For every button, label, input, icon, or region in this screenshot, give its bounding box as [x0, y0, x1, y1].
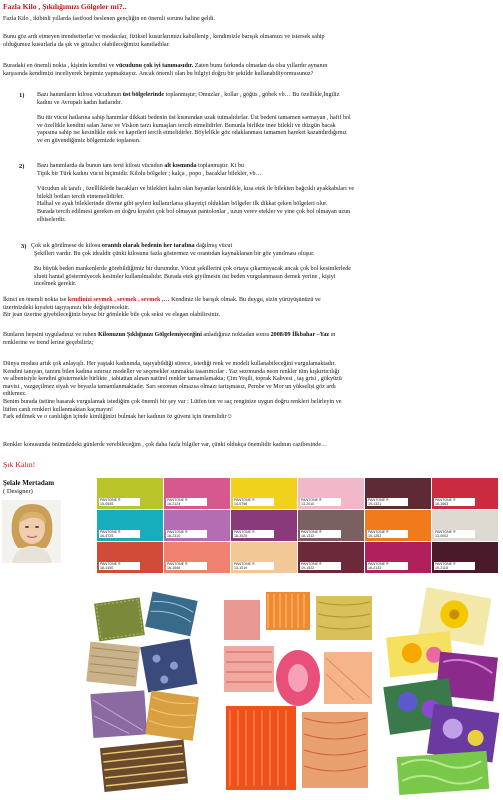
pantone-swatch: [432, 510, 498, 541]
fabric-collage-photo: [82, 586, 206, 796]
author-name: Şelale Mertadam: [3, 479, 55, 487]
item-1-number: 1): [19, 92, 25, 99]
item-2: [37, 163, 354, 224]
item-2-number: 2): [19, 163, 25, 170]
section-self-love: [3, 297, 321, 320]
i1a-bold: üst bölgelerinde: [122, 92, 165, 98]
flowers-collage-photo: [382, 584, 500, 796]
pantone-code: 16-2310: [167, 534, 181, 538]
yarn-collage-photo: [216, 582, 376, 796]
item-2-line2: Tipik bir Türk kadını vücut biçimidir. Kilolu bölgeler ; kalça , popo , bacaklar bilekler, vb…: [37, 170, 262, 177]
pantone-swatch: [298, 478, 364, 509]
s1a-pre: İkinci en önemli nokta ise: [3, 297, 68, 303]
self-love-line2: üzerinizdeki kıyafeti taşıyışınızı bile değiştirecektir.: [3, 304, 130, 311]
pantone-label: [233, 562, 274, 570]
self-love-line3: Bir jean üzerine giyebileceğiniz beyaz bir gömlekle bile çok seksi ve elegan olabilirsiniz.: [3, 312, 221, 319]
pantone-brand: PANTONE ®: [368, 562, 389, 566]
pantone-brand: PANTONE ®: [301, 530, 322, 534]
pantone-code: 13-2010: [301, 502, 315, 506]
item-2-line1: [37, 163, 354, 171]
pantone-code: 19-2118: [435, 566, 448, 570]
article-title: Fazla Kilo , Şıkılığımızı Gölgeler mi?..: [3, 2, 127, 11]
pantone-brand: PANTONE ®: [435, 562, 456, 566]
pantone-label: [434, 498, 475, 506]
world-fashion-line1: Dünya modası artık çok anlayışlı. Her yaştaki kadınında, taşıyabildiği sürece, istediği renk ve modeli kullanabileceğini vurgulamaktadır.: [3, 361, 336, 367]
pantone-code: 16-4725: [100, 534, 114, 538]
pantone-code: 19-1321: [368, 502, 382, 506]
pantone-label: [233, 530, 274, 538]
s2a-bold1: Kilonuzun Şıklığınızı Gölgelemiyeceğini: [97, 332, 202, 338]
sign-off: Şık Kalın!: [3, 460, 36, 469]
spacer: [37, 178, 354, 186]
pantone-swatch: [298, 542, 364, 573]
world-fashion-line8: Fark edilmek ve o canlılığın içinde kimliğinizi bulmak her kadının öz güveni için önemlidir☺: [3, 414, 233, 421]
pantone-brand: PANTONE ®: [368, 498, 389, 502]
world-fashion-line4: mavisi , vazgeçilmez siyah ve beyazla tamamlanmaktadır. Sarı sezonun olmazsa olmazı tartışmasız, Pembe ve Mor un yükseliși göz ardı: [3, 383, 336, 390]
pantone-swatch: [97, 542, 163, 573]
pantone-swatch: [97, 510, 163, 541]
pantone-brand: PANTONE ®: [234, 498, 255, 502]
i2a-post: toplanmıştır. Ki bu: [196, 163, 245, 169]
i2a-pre: Bazı hanımlarda da bunun tam tersi kilosu vücudun: [37, 163, 165, 169]
pantone-brand: PANTONE ®: [100, 498, 121, 502]
item-3-line1: [31, 243, 351, 251]
i3a-post: dağılmış vücut: [194, 243, 233, 249]
pantone-code: 15-0545: [100, 502, 114, 506]
i3a-pre: Çok sık görülmese de kilosu: [31, 243, 102, 249]
section-season-intro: [3, 332, 335, 347]
pantone-brand: PANTONE ®: [167, 562, 188, 566]
item-3-line4: sİueti hantal göstermiyecek kesimler kullanılmalıdır. Burada etek giyilmesin üst beden vurgulanmasın demek yerine , kişiyi: [34, 273, 336, 280]
pantone-swatch: [231, 542, 297, 573]
pantone-label: [367, 498, 408, 506]
pantone-label: [99, 498, 140, 506]
pantone-code: 13-0002: [435, 534, 449, 538]
pantone-code: 18-2143: [368, 566, 382, 570]
pantone-swatch: [365, 510, 431, 541]
season-intro-line2: renklerine ve trend lerine geçebiliriz;: [3, 339, 94, 346]
pantone-brand: PANTONE ®: [301, 562, 322, 566]
pantone-code: 16-2124: [167, 502, 181, 506]
pantone-label: [367, 530, 408, 538]
item-1-line5: yapısına sahip ise kesinlikle etek ve kaprileri tercih etmelidirler. Böylelikle göz odaklanması tamamen hareket kazandırdığımız: [37, 130, 347, 137]
pantone-label: [166, 562, 207, 570]
item-3-line5: incelmek gerekir.: [34, 281, 77, 288]
pantone-code: 18-1312: [301, 534, 315, 538]
section-world-fashion: [3, 361, 342, 422]
pantone-brand: PANTONE ®: [435, 498, 456, 502]
item-2-line3: Vücudun alt tarafı , özellliklede bacakları ve bilekleri kalın olan bayanlar kesinlikle, kısa etek ile bilekten bağcıklı ayakkabıları ve: [37, 186, 355, 193]
world-fashion-line2: Kendini tanıyan, tarzını bilen kadına sınırsız modeller ve seçenekler sunmakta tasarımcılar . Yaz sezonunda neon renkler tüm kışkırtıcılığı: [3, 368, 340, 375]
author-photo: [2, 500, 61, 563]
pantone-swatch: [298, 510, 364, 541]
p3-bold: vücudunu çok iyi tanımasıdır.: [115, 63, 194, 69]
pantone-code: 15-1263: [368, 534, 382, 538]
pantone-code: 18-1663: [435, 502, 449, 506]
pantone-code: 19-1522: [301, 566, 315, 570]
pantone-swatch: [231, 478, 297, 509]
s2a-pre: Bunların hepsini uyguladınız ve ruhen: [3, 332, 98, 338]
world-fashion-line5: edilemez.: [3, 391, 27, 398]
item-2-line4: bilekli botları tercih etmemelidirler.: [37, 193, 124, 200]
pantone-swatch: [432, 542, 498, 573]
pantone-swatch: [97, 478, 163, 509]
item-1-line4: ve özellikle kendini salan Jarse ve Viskon tarzı kumaşları tercih etmelidirler. Bununla birlikte inee bilekli ve düzgün bacak: [37, 122, 336, 129]
item-1-line3: Bu tür vücut hatlarına sahip hanımlar dikkati bedenin üst kısmından uzak tutmalıdırlar. Üst bedeni tamamen sarmayan , hafif bol: [37, 115, 351, 122]
world-fashion-line7: lütfen canlı renkleri kullanmaktan kaçmayın!: [3, 406, 113, 413]
pantone-label: [300, 530, 341, 538]
pantone-swatch: [365, 478, 431, 509]
spacer: [31, 258, 351, 266]
section-colors-closing: Renkler konusunda önümüzdeki günlerde verebileceğim , çok daha fazla bilgiler var, çünki oldukça önemlidir kadının cazibesinde…: [3, 442, 328, 448]
author-role: ( Designer): [3, 488, 33, 495]
pantone-swatch: [164, 542, 230, 573]
pantone-code: 13-1019: [234, 566, 248, 570]
item-2-line5: Halhal ve ayak bileklerinde dövme gibi şeyleri kullanırlarsa şikayetçi oldukları bölgeler ilk dikkat çeken bölgeleri olur.: [37, 201, 328, 208]
pantone-label: [300, 562, 341, 570]
pantone-brand: PANTONE ®: [100, 562, 121, 566]
item-1-line1: [37, 92, 351, 100]
pantone-label: [99, 562, 140, 570]
pantone-code: 18-1450: [100, 566, 114, 570]
p3-post: Zaten bunu farkında olmadan da olsa yıllardır aynanın: [193, 63, 328, 69]
item-3: [31, 243, 351, 289]
pantone-label: [166, 498, 207, 506]
pantone-brand: PANTONE ®: [368, 530, 389, 534]
pantone-label: [99, 530, 140, 538]
pantone-code: 14-0756: [234, 502, 248, 506]
world-fashion-line6: Benim burada üstüne basarak vurgulamak istediğim çok önemli bir şey var ; Lütfen ten ve saç renginize uygun doğru renkleri belirleyin ve: [3, 398, 342, 405]
pantone-label: [367, 562, 408, 570]
paragraph-2-line1: Bunu göz ardı etmeyen trendsetterlar ve modacılar, fiziksel kusurlarımızı kabullenip , kendimizle barışık olmamızı ve istersek sahip: [3, 34, 325, 40]
i2a-bold: alt kısmında: [164, 163, 197, 169]
spacer: [37, 107, 351, 115]
item-2-line6: Burada tercih edilmesi gereken en doğru kıyafet çok bol olmayan pantolonlar , uzun verev etekler ve yine çok bol olmayan uzun: [37, 208, 351, 215]
item-2-line7: elbiselerdir.: [37, 216, 66, 223]
pantone-swatch: [164, 510, 230, 541]
s2a-bold2: 2008/09 İlkbahar –Yaz: [270, 332, 330, 338]
pantone-swatch: [231, 510, 297, 541]
s1a-bold: kendinizi sevmek , sevmek , sevmek ,…: [67, 297, 170, 303]
pantone-swatch: [432, 478, 498, 509]
pantone-label: [434, 562, 475, 570]
world-fashion-line3: ve albenisiyle kendini göstermekle birlikte , tabiattan alınan natürel renkler tamamlamakta; Çim Yeşili, toprak Kahvesi , taş grisi , gökyüzü: [3, 376, 342, 383]
pantone-brand: PANTONE ®: [167, 530, 188, 534]
pantone-label: [434, 530, 475, 538]
i3a-bold: orantılı olarak bedenin her tarafına: [101, 243, 195, 249]
pantone-code: 18-3025: [234, 534, 248, 538]
i1a-pre: Bazı hanımların kilosu vücudunun: [37, 92, 123, 98]
p3-pre: Buradaki en önemli nokta , kişinin kendini ve: [3, 63, 116, 69]
pantone-brand: PANTONE ®: [100, 530, 121, 534]
i1a-post: toplanmıştır; Omuzlar , kollar , göğüs , göbek vb… Bu özellikle,İngiliz: [164, 92, 340, 98]
item-3-line3: Bu büyük beden mankenlerde görebildiğimiz bir durumdur. Vücut şekillerini çok ortaya çıkarmıyacak ancak çok bol kesimlerlede: [34, 266, 352, 273]
pantone-brand: PANTONE ®: [234, 562, 255, 566]
pantone-brand: PANTONE ®: [234, 530, 255, 534]
item-1-line2: kadını ve Avrupalı kadın hatlarıdır.: [37, 99, 123, 106]
item-1-line6: ve en güvendiğimiz bölgemizde toplansın.: [37, 137, 141, 144]
self-love-line1: [3, 297, 321, 305]
item-3-number: 3): [21, 243, 27, 250]
pantone-brand: PANTONE ®: [167, 498, 188, 502]
paragraph-2-line2: olduğumuz kusurlarla da şık ve gözalıcı olabileceğimizi kanıtladılar.: [3, 41, 170, 48]
pantone-label: [233, 498, 274, 506]
pantone-label: [166, 530, 207, 538]
item-3-line2: Şekilleri vardır. Bu çok idealdir çünki kilosunu fazla göstermez ve orantıdan kaynaklanan bir göz yanılması oluşur.: [34, 250, 315, 257]
pantone-label: [300, 498, 341, 506]
paragraph-3-line1: [3, 63, 327, 71]
s1a-post: Kendiniz ile barışık olmak. Bu duygu, sizin yürüyüşünüzü ve: [169, 297, 321, 303]
pantone-brand: PANTONE ®: [435, 530, 456, 534]
paragraph-2: [3, 34, 325, 49]
item-1: [37, 92, 351, 146]
pantone-swatch: [164, 478, 230, 509]
pantone-code: 16-1546: [167, 566, 181, 570]
season-intro-line1: [3, 332, 335, 340]
s2a-post: ın: [329, 332, 336, 338]
s2a-mid: anladığınız noktadan sonra: [201, 332, 271, 338]
pantone-brand: PANTONE ®: [301, 498, 322, 502]
paragraph-3-line2: karşısında kendimizi inceliyerek hepimiz yapmaktayız. Ancak önemli olan bu bilgiyi doğru bir şekilde kullanabiliyormusunuz?: [3, 70, 314, 77]
pantone-swatch: [365, 542, 431, 573]
intro-paragraph: Fazla Kilo , ikibinli yıllarda fastfood beslenen gençliğin en önemli sorunu haline geldi.: [3, 16, 215, 22]
paragraph-3: [3, 63, 327, 78]
